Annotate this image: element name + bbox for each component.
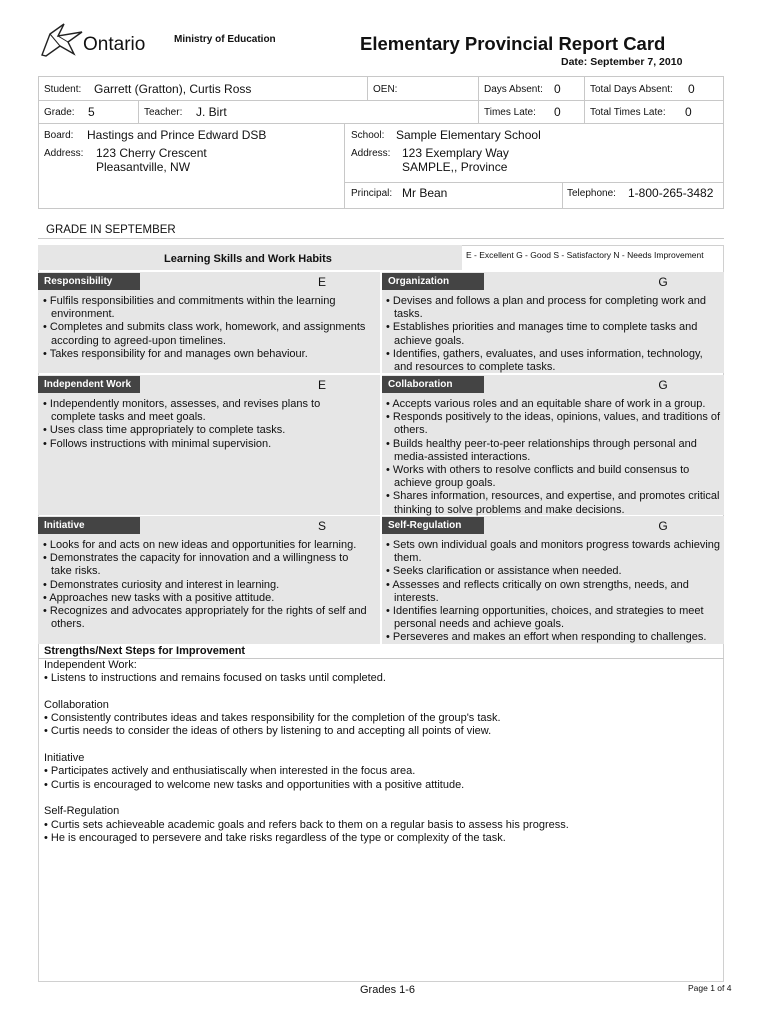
list-item: • Shares information, resources, and expertise, and promotes critical thinking to solve problems and make decisions. — [384, 490, 722, 516]
principal-label: Principal: — [351, 188, 393, 199]
school-address-line2: SAMPLE,, Province — [402, 160, 508, 174]
ontario-logo — [38, 22, 168, 58]
independent-work-grade: E — [317, 378, 326, 392]
list-item: • Perseveres and makes an effort when responding to challenges. — [384, 631, 722, 644]
school-name: Sample Elementary School — [396, 128, 541, 142]
list-item: • Builds healthy peer-to-peer relationships through personal and media-assisted interactions. — [384, 438, 722, 464]
comment-line: • Consistently contributes ideas and takes responsibility for the completion of the group's task. — [44, 712, 501, 725]
oen-label: OEN: — [373, 84, 398, 95]
student-address-label: Address: — [44, 148, 84, 159]
comment-line: • Curtis is encouraged to welcome new tasks and opportunities with a positive attitude. — [44, 778, 465, 791]
grade-in-september-heading: GRADE IN SEPTEMBER — [46, 224, 176, 236]
student-label: Student: — [44, 84, 82, 95]
list-item: • Completes and submits class work, homework, and assignments according to agreed-upon timelines. — [41, 321, 367, 347]
comment-line: • Listens to instructions and remains focused on tasks until completed. — [44, 672, 386, 685]
list-item: • Fulfils responsibilities and commitments within the learning environment. — [41, 295, 367, 321]
list-item: • Accepts various roles and an equitable share of work in a group. — [384, 398, 722, 411]
next-steps-title: Strengths/Next Steps for Improvement — [44, 645, 246, 657]
list-item: • Takes responsibility for and manages own behaviour. — [41, 348, 367, 361]
telephone-value: 1-800-265-3482 — [628, 186, 714, 200]
organization-grade: G — [658, 275, 668, 289]
self-regulation-heading: Self-Regulation — [44, 805, 120, 818]
date-value: September 7, 2010 — [590, 56, 683, 68]
list-item: • Demonstrates the capacity for innovation and a willingness to take risks. — [41, 552, 369, 578]
comment-line: • Participates actively and enthusiatiscally when interested in the focus area. — [44, 765, 416, 778]
footer-grades: Grades 1-6 — [360, 984, 416, 996]
days-absent-value: 0 — [554, 82, 561, 96]
organization-list — [384, 295, 722, 374]
list-item: • Demonstrates curiosity and interest in learning. — [41, 579, 369, 592]
independent-work-header: Independent Work — [38, 376, 140, 393]
responsibility-header: Responsibility — [38, 273, 140, 290]
student-name: Garrett (Gratton), Curtis Ross — [94, 82, 252, 96]
independent-work-heading: Independent Work: — [44, 659, 137, 671]
student-address-line2: Pleasantville, NW — [96, 160, 191, 174]
collaboration-list — [384, 398, 722, 517]
list-item: • Independently monitors, assesses, and revises plans to complete tasks and meet goals. — [41, 398, 367, 424]
comment-line: • He is encouraged to persevere and take risks regardless of the type or complexity of the task. — [44, 831, 506, 844]
next-steps-comments — [44, 659, 720, 845]
list-item: • Approaches new tasks with a positive attitude. — [41, 592, 369, 605]
times-late-value: 0 — [554, 105, 561, 119]
comment-line: • Curtis needs to consider the ideas of others by listening to and accepting all points of view. — [44, 725, 492, 738]
list-item: • Works with others to resolve conflicts and build consensus to achieve group goals. — [384, 464, 722, 490]
list-item: • Seeks clarification or assistance when needed. — [384, 565, 722, 578]
self-regulation-header: Self-Regulation — [382, 517, 484, 534]
school-address-label: Address: — [351, 148, 391, 159]
total-times-late-label: Total Times Late: — [590, 107, 666, 118]
collaboration-grade: G — [658, 378, 668, 392]
total-days-absent-label: Total Days Absent: — [590, 84, 673, 95]
comment-line: • Curtis sets achieveable academic goals and refers back to them on a regular basis to assess his progress. — [44, 818, 569, 831]
grade-label: Grade: — [44, 107, 75, 118]
self-regulation-grade: G — [658, 519, 668, 533]
initiative-grade: S — [317, 519, 326, 533]
ontario-wordmark: Ontario — [83, 34, 146, 55]
board-name: Hastings and Prince Edward DSB — [87, 128, 267, 142]
self-regulation-list — [384, 539, 722, 645]
list-item: • Assesses and reflects critically on own strengths, needs, and interests. — [384, 579, 722, 605]
list-item: • Sets own individual goals and monitors progress towards achieving them. — [384, 539, 722, 565]
organization-header: Organization — [382, 273, 484, 290]
total-times-late-value: 0 — [685, 105, 692, 119]
independent-work-list — [41, 398, 367, 451]
list-item: • Follows instructions with minimal supervision. — [41, 438, 367, 451]
report-date — [561, 56, 682, 68]
initiative-header: Initiative — [38, 517, 140, 534]
school-address-line1: 123 Exemplary Way — [402, 146, 509, 160]
grading-legend: E - Excellent G - Good S - Satisfactory N - Needs Improvement — [466, 250, 704, 260]
initiative-heading: Initiative — [44, 752, 85, 765]
days-absent-label: Days Absent: — [484, 84, 543, 95]
list-item: • Uses class time appropriately to complete tasks. — [41, 424, 367, 437]
responsibility-grade: E — [317, 275, 326, 289]
date-label: Date: — [561, 56, 588, 68]
footer-page-number: Page 1 of 4 — [688, 983, 732, 993]
principal-name: Mr Bean — [402, 186, 448, 200]
list-item: • Recognizes and advocates appropriately for the rights of self and others. — [41, 605, 369, 631]
collaboration-header: Collaboration — [382, 376, 484, 393]
list-item: • Identifies, gathers, evaluates, and uses information, technology, and resources to complete tasks. — [384, 348, 722, 374]
trillium-icon — [38, 22, 88, 58]
collaboration-heading: Collaboration — [44, 698, 109, 711]
report-title: Elementary Provincial Report Card — [360, 33, 666, 54]
responsibility-list — [41, 295, 367, 361]
total-days-absent-value: 0 — [688, 82, 695, 96]
teacher-name: J. Birt — [196, 105, 227, 119]
telephone-label: Telephone: — [567, 188, 616, 199]
learning-skills-title: Learning Skills and Work Habits — [164, 253, 332, 265]
times-late-label: Times Late: — [484, 107, 536, 118]
list-item: • Looks for and acts on new ideas and opportunities for learning. — [41, 539, 369, 552]
list-item: • Identifies learning opportunities, choices, and strategies to meet personal needs and achieve goals. — [384, 605, 722, 631]
ministry-name: Ministry of Education — [174, 34, 276, 45]
list-item: • Devises and follows a plan and process for completing work and tasks. — [384, 295, 722, 321]
initiative-list — [41, 539, 369, 631]
list-item: • Responds positively to the ideas, opinions, values, and traditions of others. — [384, 411, 722, 437]
board-label: Board: — [44, 130, 74, 141]
teacher-label: Teacher: — [144, 107, 183, 118]
student-address-line1: 123 Cherry Crescent — [96, 146, 207, 160]
school-label: School: — [351, 130, 385, 141]
grade-value: 5 — [88, 105, 95, 119]
list-item: • Establishes priorities and manages time to complete tasks and achieve goals. — [384, 321, 722, 347]
